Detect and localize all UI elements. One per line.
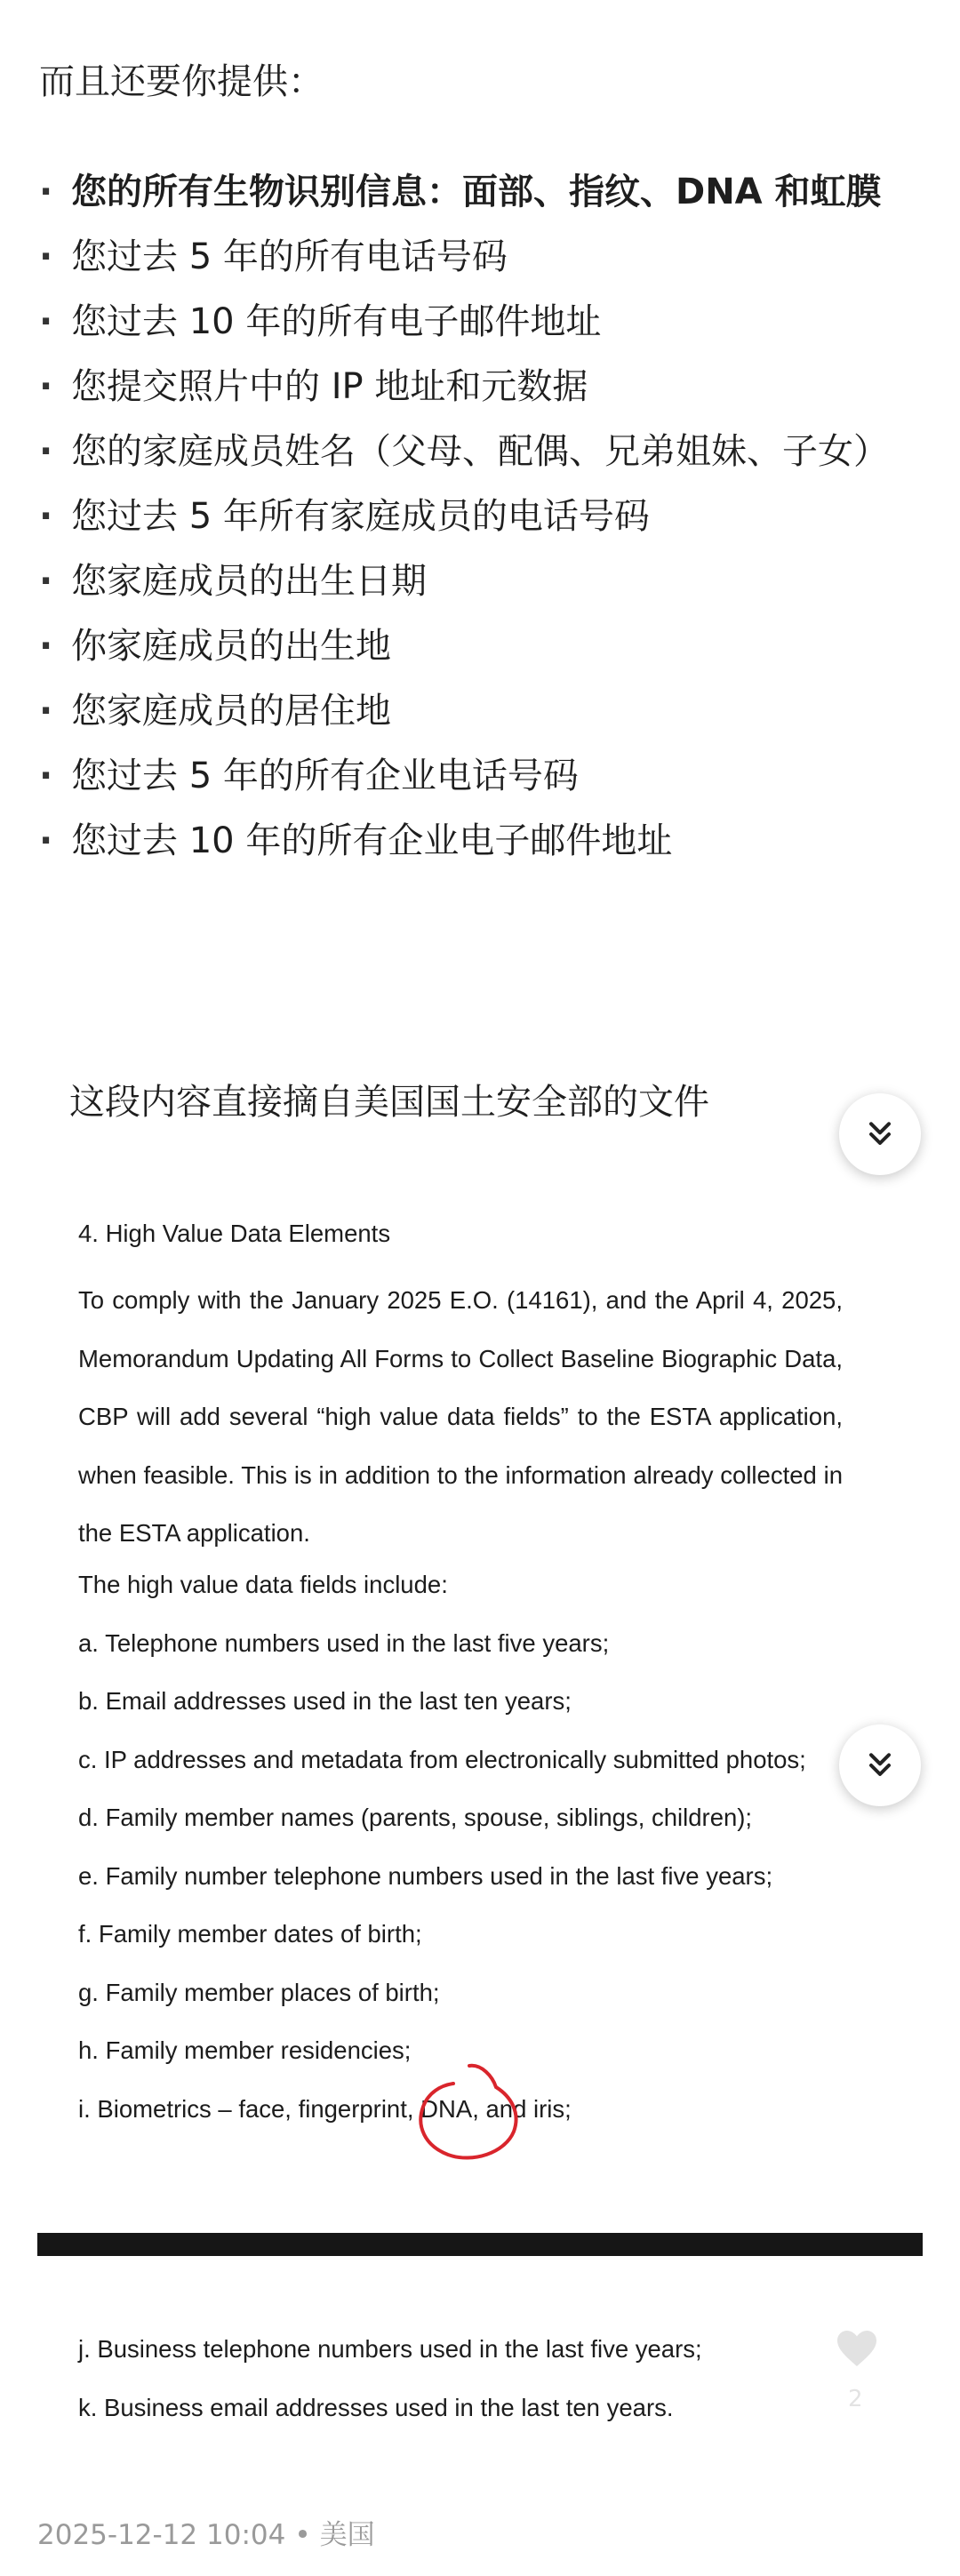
document-list-item: j. Business telephone numbers used in the last five years;: [78, 2335, 702, 2363]
document-list-item: d. Family member names (parents, spouse, siblings, children);: [78, 1804, 753, 1831]
expand-button[interactable]: [839, 1093, 921, 1175]
bullet-item: · 您过去 5 年所有家庭成员的电话号码: [39, 484, 928, 549]
meta-separator: •: [294, 2519, 311, 2551]
bullet-item: · 您提交照片中的 IP 地址和元数据: [39, 355, 928, 420]
document-paragraph: To comply with the January 2025 E.O. (14161), and the April 4, 2025, Memorandum Updating All Forms to Collect Baseline Biographic Data, CBP will add several “high value data fields” to the ESTA application, when feasible. This is in addition to the information already collected in the ESTA application.: [78, 1286, 843, 1547]
heart-icon[interactable]: [836, 2329, 878, 2368]
expand-button[interactable]: [839, 1724, 921, 1806]
document-list-item: i. Biometrics – face, fingerprint, DNA, and iris;: [78, 2094, 572, 2123]
post-timestamp: 2025-12-12 10:04: [37, 2519, 286, 2551]
document-list-item: c. IP addresses and metadata from electronically submitted photos;: [78, 1745, 806, 1773]
red-circle-annotation: [411, 2060, 535, 2167]
post-intro: 而且还要你提供：: [39, 61, 324, 102]
post-caption: 这段内容直接摘自美国国土安全部的文件: [69, 1082, 709, 1123]
bullet-item: · 您家庭成员的居住地: [39, 679, 928, 744]
double-chevron-down-icon: [862, 1116, 898, 1152]
bullet-item: · 您过去 10 年的所有电子邮件地址: [39, 290, 928, 355]
bullet-item: · 您过去 5 年的所有企业电话号码: [39, 744, 928, 809]
redaction-bar: [37, 2233, 923, 2256]
bullet-item: · 你家庭成员的出生地: [39, 614, 928, 679]
document-list-continued: [78, 2320, 843, 2436]
bullet-item: · 您的家庭成员姓名（父母、配偶、兄弟姐妹、子女）: [39, 420, 928, 484]
bullet-item: · 您的所有生物识别信息：面部、指纹、DNA 和虹膜: [39, 160, 928, 225]
like-count: 2: [848, 2386, 863, 2412]
post-location: 美国: [319, 2519, 375, 2551]
document-list: [78, 1556, 878, 2138]
document-list-item: b. Email addresses used in the last ten years;: [78, 1687, 572, 1715]
document-list-item: h. Family member residencies;: [78, 2036, 412, 2064]
document-list-item: f. Family member dates of birth;: [78, 1920, 422, 1948]
document-heading: 4. High Value Data Elements: [78, 1220, 391, 1247]
post-meta: [37, 2512, 375, 2552]
bullet-list: [39, 160, 928, 874]
document-list-item: k. Business email addresses used in the last ten years.: [78, 2393, 674, 2421]
double-chevron-down-icon: [862, 1748, 898, 1783]
document-list-intro: The high value data fields include:: [78, 1571, 448, 1598]
bullet-item: · 您过去 10 年的所有企业电子邮件地址: [39, 809, 928, 874]
bullet-item: · 您过去 5 年的所有电话号码: [39, 225, 928, 290]
bullet-item: · 您家庭成员的出生日期: [39, 549, 928, 614]
document-list-item: a. Telephone numbers used in the last five years;: [78, 1628, 610, 1657]
document-list-item: e. Family number telephone numbers used in the last five years;: [78, 1861, 773, 1890]
document-list-item: g. Family member places of birth;: [78, 1978, 440, 2006]
